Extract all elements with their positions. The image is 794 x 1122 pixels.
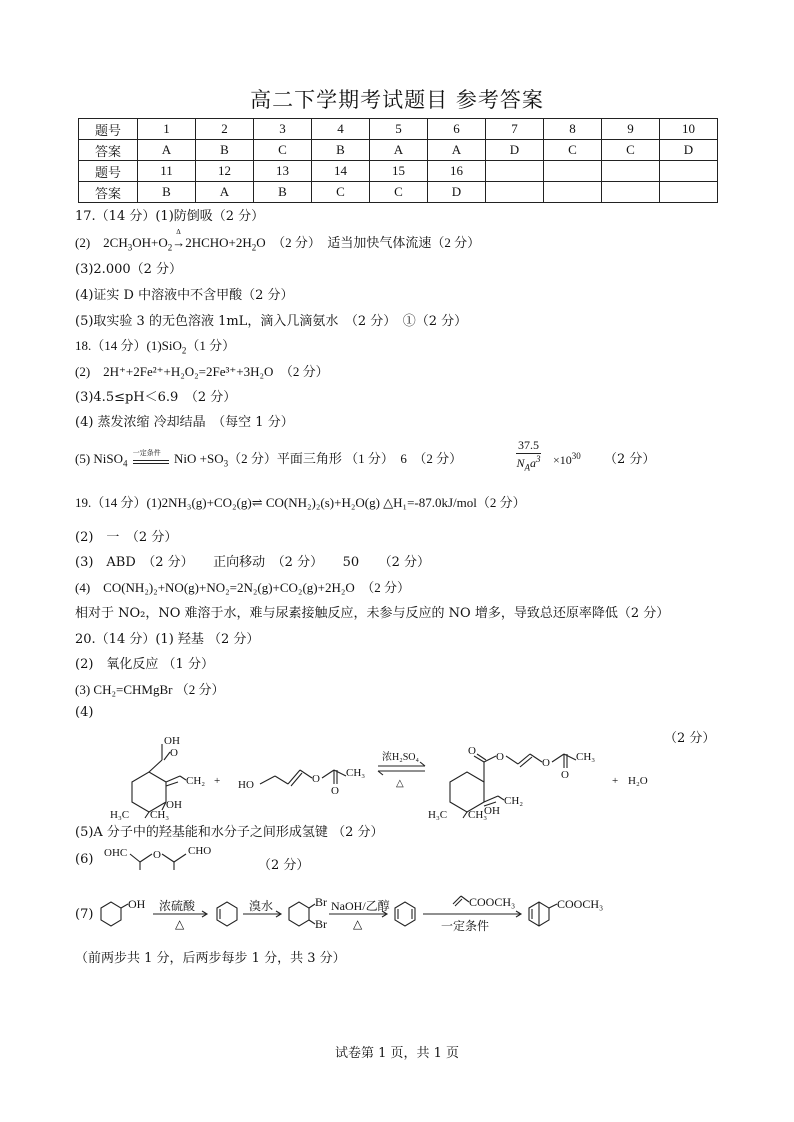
p-ch3b: CH₃ (468, 809, 488, 820)
answer-table (78, 118, 718, 203)
p-ch2: CH₂ (504, 795, 524, 807)
s-br1: Br (315, 895, 327, 909)
table-cell: B (196, 140, 254, 161)
q17-l2-part: OH+O (132, 235, 168, 250)
table-cell: A (138, 140, 196, 161)
plus-sign: + (214, 775, 221, 787)
table-cell: B (138, 182, 196, 203)
s-oh: OH (128, 897, 146, 911)
q20-line-5: (5)A 分子中的羟基能和水分子之间形成氢键 （2 分） (75, 825, 384, 840)
table-cell: D (660, 140, 718, 161)
synthesis-route (95, 882, 655, 940)
q18-exp: 30 (571, 451, 581, 461)
table-cell: A (428, 140, 486, 161)
q18-l5-part: （2 分）平面三角形 （1 分） 6 （2 分） (228, 451, 463, 466)
r1-o: O (170, 747, 178, 759)
table-cell: 4 (312, 119, 370, 140)
table-cell: 10 (660, 119, 718, 140)
q17-line-2: (2) $2CH_3OH+O_2$ Δ $\to 2HCHO+2H_2O$ （2 分） 适当加快气体流速（2 分） (75, 228, 481, 253)
cond-bottom: △ (396, 778, 404, 789)
table-row-header: 答案 (79, 182, 138, 203)
q17-line-4: (4)证实 D 中溶液中不含甲酸（2 分） (75, 288, 294, 303)
table-cell (602, 161, 660, 182)
q18-cond: 一定条件 (132, 449, 161, 458)
q18-mult: ×10 (553, 453, 572, 467)
p-h2o: H₂O (628, 775, 648, 787)
q18-line-5-score: （2 分） (604, 452, 656, 467)
table-cell (486, 182, 544, 203)
q19-line-4: (4) CO(NH₂)₂+NO(g)+NO₂=2N₂(g)+CO₂(g)+2H₂O （2 分） (75, 580, 411, 595)
table-cell: 13 (254, 161, 312, 182)
q17-line-1: 17.（14 分）(1)防倒吸（2 分） (75, 209, 265, 224)
q20-6-structure (100, 840, 230, 872)
q18-frac-num: 37.5 (518, 438, 539, 452)
table-cell: C (602, 140, 660, 161)
r2-o: O (312, 773, 320, 785)
page-title: 高二下学期考试题目 参考答案 (250, 88, 544, 112)
table-cell: C (544, 140, 602, 161)
table-cell: C (370, 182, 428, 203)
q17-line-5: (5)取实验 3 的无色溶液 1mL，滴入几滴氨水 （2 分） ①（2 分） (75, 314, 468, 329)
table-row-header: 题号 (79, 161, 138, 182)
q20-line-3: (3) CH₂=CHMgBr （2 分） (75, 682, 225, 697)
table-cell (486, 161, 544, 182)
table-cell (544, 161, 602, 182)
q18-frac-den-sub: A (524, 462, 530, 473)
table-cell: 12 (196, 161, 254, 182)
q20-line-1: 20.（14 分）(1) 羟基 （2 分） (75, 632, 260, 647)
s-product: COOCH₃ (557, 897, 604, 911)
q18-line-5: (5) NiSO$_4$ 一定条件 NiO $+SO_3(2$ 分）平面三角形 （1 分） 6 （2 分） (75, 449, 463, 469)
r2-o2: O (331, 785, 339, 797)
table-row (79, 140, 718, 161)
q17-l2-part: →2HCHO+2H (172, 235, 252, 250)
q18-line-2: (2) 2H⁺+2Fe²⁺+H₂O₂=2Fe³⁺+3H₂O （2 分） (75, 364, 329, 379)
q20-line-4: (4) (75, 705, 94, 720)
r1-oh2: OH (166, 799, 182, 811)
step1-cond-top: 浓硫酸 (159, 899, 196, 913)
q20-6-o: O (153, 849, 161, 861)
table-cell: 2 (196, 119, 254, 140)
step2-cond-top: 溴水 (249, 899, 274, 913)
step3-cond-top: NaOH/乙醇 (331, 899, 390, 913)
table-cell: D (428, 182, 486, 203)
table-cell (544, 182, 602, 203)
q19-line-5: 相对于 NO₂，NO 难溶于水，难与尿素接触反应，未参与反应的 NO 增多，导致总还原率降低（2 分） (75, 606, 670, 621)
q18-frac-den-a: a (530, 456, 536, 470)
table-cell: 9 (602, 119, 660, 140)
r1-ch2: CH₂ (186, 775, 206, 787)
table-cell: 8 (544, 119, 602, 140)
page-footer: 试卷第 1 页，共 1 页 (334, 1046, 460, 1061)
q17-l2-part: (2) 2CH (75, 235, 128, 250)
q20-note: （前两步共 1 分，后两步每步 1 分，共 3 分） (75, 951, 346, 966)
step3-cond-bottom: △ (353, 917, 363, 931)
table-cell: B (312, 140, 370, 161)
p-h3c: H₃C (428, 809, 448, 820)
q18-line-3: (3)4.5≤pH＜6.9 （2 分） (75, 390, 237, 405)
q20-6-cho2: CHO (188, 845, 212, 857)
p-oh: OH (484, 805, 500, 817)
table-cell: 5 (370, 119, 428, 140)
table-row-header: 答案 (79, 140, 138, 161)
p-ch3: CH₃ (576, 751, 596, 763)
table-row (79, 119, 718, 140)
q18-l5-part: NiO +SO (174, 451, 224, 466)
q19-line-2: (2) 一 （2 分） (75, 530, 178, 545)
p-o: O (468, 745, 476, 757)
table-cell: 7 (486, 119, 544, 140)
q18-multiplier (553, 451, 581, 468)
q17-line-3: (3)2.000（2 分） (75, 262, 183, 277)
p-o2: O (496, 751, 504, 763)
table-cell (660, 161, 718, 182)
table-cell (660, 182, 718, 203)
table-cell: 11 (138, 161, 196, 182)
table-row (79, 161, 718, 182)
r1-h3c: H₃C (110, 809, 130, 820)
step4-cond-bottom: 一定条件 (441, 919, 490, 933)
table-cell (602, 182, 660, 203)
s-br2: Br (315, 917, 327, 931)
q18-l1-part: 18.（14 分）(1)SiO (75, 338, 182, 353)
r1-ch3: CH₃ (150, 809, 170, 820)
table-row-header: 题号 (79, 119, 138, 140)
table-cell: B (254, 182, 312, 203)
q18-line-4: (4) 蒸发浓缩 冷却结晶 （每空 1 分） (75, 415, 294, 430)
q18-l1-part: （1 分） (186, 338, 236, 353)
q18-line-1: 18.（14 分）(1)SiO$_2$（1 分） (75, 338, 236, 356)
table-cell: 6 (428, 119, 486, 140)
q20-line-6: (6) (75, 852, 94, 867)
q20-line-6-score: （2 分） (258, 858, 310, 873)
table-cell: C (312, 182, 370, 203)
table-cell: 15 (370, 161, 428, 182)
q18-cond-arrow (131, 449, 171, 466)
table-cell: A (370, 140, 428, 161)
table-cell: D (486, 140, 544, 161)
p-o4: O (561, 769, 569, 781)
r1-oh: OH (164, 735, 180, 747)
q17-l2-part: O （2 分） 适当加快气体流速（2 分） (256, 235, 481, 250)
q17-cond: Δ (176, 228, 181, 236)
q18-fraction: 37.5 $N_Aa^3$ (516, 438, 541, 473)
table-cell: A (196, 182, 254, 203)
step4-cond-top: COOCH₃ (469, 895, 516, 909)
esterification-scheme (100, 730, 700, 820)
step1-cond-bottom: △ (175, 917, 185, 931)
q20-6-cho1: OHC (104, 847, 128, 859)
cond-top: 浓H₂SO₄ (382, 752, 419, 763)
table-cell: 16 (428, 161, 486, 182)
plus-sign-2: + (612, 775, 619, 787)
table-row (79, 182, 718, 203)
r2-ch3: CH₃ (346, 767, 366, 779)
p-o3: O (542, 757, 550, 769)
table-cell: 3 (254, 119, 312, 140)
r2-ho: HO (238, 779, 254, 791)
table-cell: 14 (312, 161, 370, 182)
q19-line-1: 19.（14 分）(1)2NH₃(g)+CO₂(g)⇌ CO(NH₂)₂(s)+H₂O(g) △H₁=-87.0kJ/mol（2 分） (75, 495, 526, 510)
table-cell: 1 (138, 119, 196, 140)
q19-line-3: (3) ABD （2 分） 正向移动 （2 分） 50 （2 分） (75, 555, 431, 570)
q20-line-4-score: （2 分） (664, 731, 716, 746)
q18-frac-den: N (516, 456, 525, 470)
q20-line-2: (2) 氧化反应 （1 分） (75, 657, 214, 672)
q18-l5-part: (5) NiSO (75, 451, 124, 466)
q20-line-7: (7) (75, 907, 94, 922)
table-cell: C (254, 140, 312, 161)
